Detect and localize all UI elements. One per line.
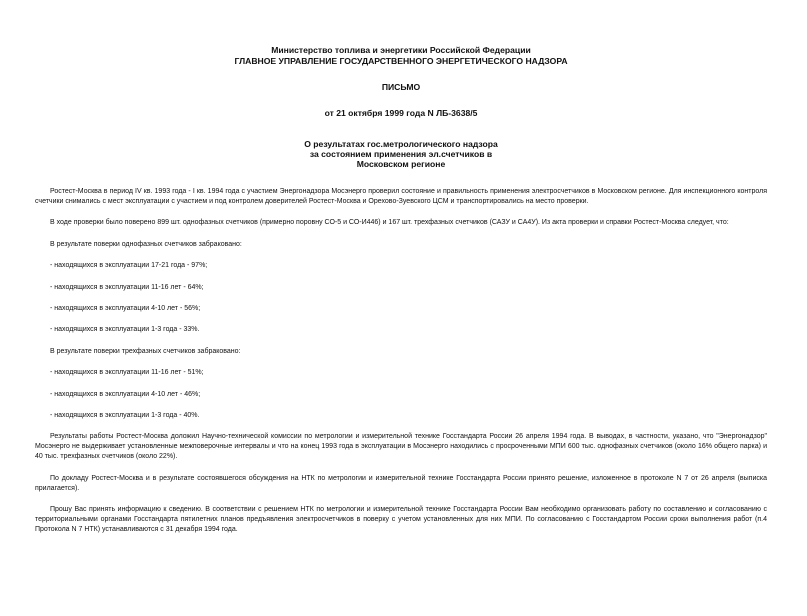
document-page	[0, 45, 807, 616]
list-item: - находящихся в эксплуатации 4-10 лет - 46%;	[50, 390, 201, 398]
list-item: - находящихся в эксплуатации 1-3 года - 40%.	[50, 411, 200, 419]
subject-line: за состоянием применения эл.счетчиков в	[309, 149, 493, 159]
subject-line: О результатах гос.метрологического надзора	[304, 139, 498, 149]
document-date-number: от 21 октября 1999 года N ЛБ-3638/5	[324, 108, 478, 118]
department-name: ГЛАВНОЕ УПРАВЛЕНИЕ ГОСУДАРСТВЕННОГО ЭНЕРГЕТИЧЕСКОГО НАДЗОРА	[234, 56, 568, 66]
list-item: - находящихся в эксплуатации 11-16 лет - 51%;	[50, 369, 204, 377]
list-item: - находящихся в эксплуатации 17-21 года - 97%;	[50, 262, 208, 270]
document-subject	[35, 139, 767, 169]
paragraph-verification-count: В ходе проверки было поверено 899 шт. однофазных счетчиков (примерно поровну СО-5 и СО-И446) и 167 шт. трехфазных счетчиков (САЗУ и СА4У). Из акта проверки и справки Ростест-Москва следует, что:	[50, 219, 729, 227]
ministry-name: Министерство топлива и энергетики Российской Федерации	[271, 45, 531, 55]
paragraph-decision: По докладу Ростест-Москва и в результате состоявшегося обсуждения на НТК по метрологии и измерительной технике Госстандарта России принято решение, изложенное в протоколе N 7 от 26 апреля (выписка прилагается).	[35, 474, 767, 492]
document-body	[35, 187, 767, 535]
paragraph-single-phase-heading: В результате поверки однофазных счетчиков забраковано:	[50, 240, 242, 248]
list-item: - находящихся в эксплуатации 11-16 лет - 64%;	[50, 283, 204, 291]
paragraph-inspection-intro: Ростест-Москва в период IV кв. 1993 года - I кв. 1994 года с участием Энергонадзора Мосэнерго проверил состояние и правильность применения электросчетчиков в Московском регионе. Для инспекционного контроля счетчики снимались с мест эксплуатации с участием и под контролем доверителей Ростест-Москва и Орехово-Зуевского ЦСМ и транспортировались на место проверки.	[35, 188, 767, 205]
list-item: - находящихся в эксплуатации 4-10 лет - 56%;	[50, 304, 201, 312]
document-kind: ПИСЬМО	[381, 82, 421, 92]
paragraph-request: Прошу Вас принять информацию к сведению. В соответствии с решением НТК по метрологии и измерительной технике Госстандарта России Вам необходимо организовать работу по составлению и согласованию с территориальными органами Госстандарта пятилетних планов предъявления электросчетчиков в поверку с учетом установленных для них МПИ. По согласованию с Госстандартом России сроки выполнения работ (п.4 Протокола N 7 НТК) устанавливаются с 31 декабря 1994 года.	[35, 506, 767, 534]
subject-line: Московском регионе	[356, 159, 446, 169]
document-header	[35, 45, 767, 169]
list-item: - находящихся в эксплуатации 1-3 года - 33%.	[50, 326, 200, 334]
paragraph-three-phase-heading: В результате поверки трехфазных счетчиков забраковано:	[50, 347, 241, 355]
paragraph-commission-results: Результаты работы Ростест-Москва доложил Научно-технической комиссии по метрологии и измерительной технике Госстандарта России 26 апреля 1994 года. В выводах, в частности, указано, что "Энергонадзор" Мосэнерго не выдерживает установленные межповерочные интервалы и что на конец 1993 года в эксплуатации в Мосэнерго находились с просроченными МПИ 600 тыс. однофазных счетчиков (около 16% общего парка) и 40 тыс. трехфазных счетчиков (около 22%).	[35, 433, 767, 461]
